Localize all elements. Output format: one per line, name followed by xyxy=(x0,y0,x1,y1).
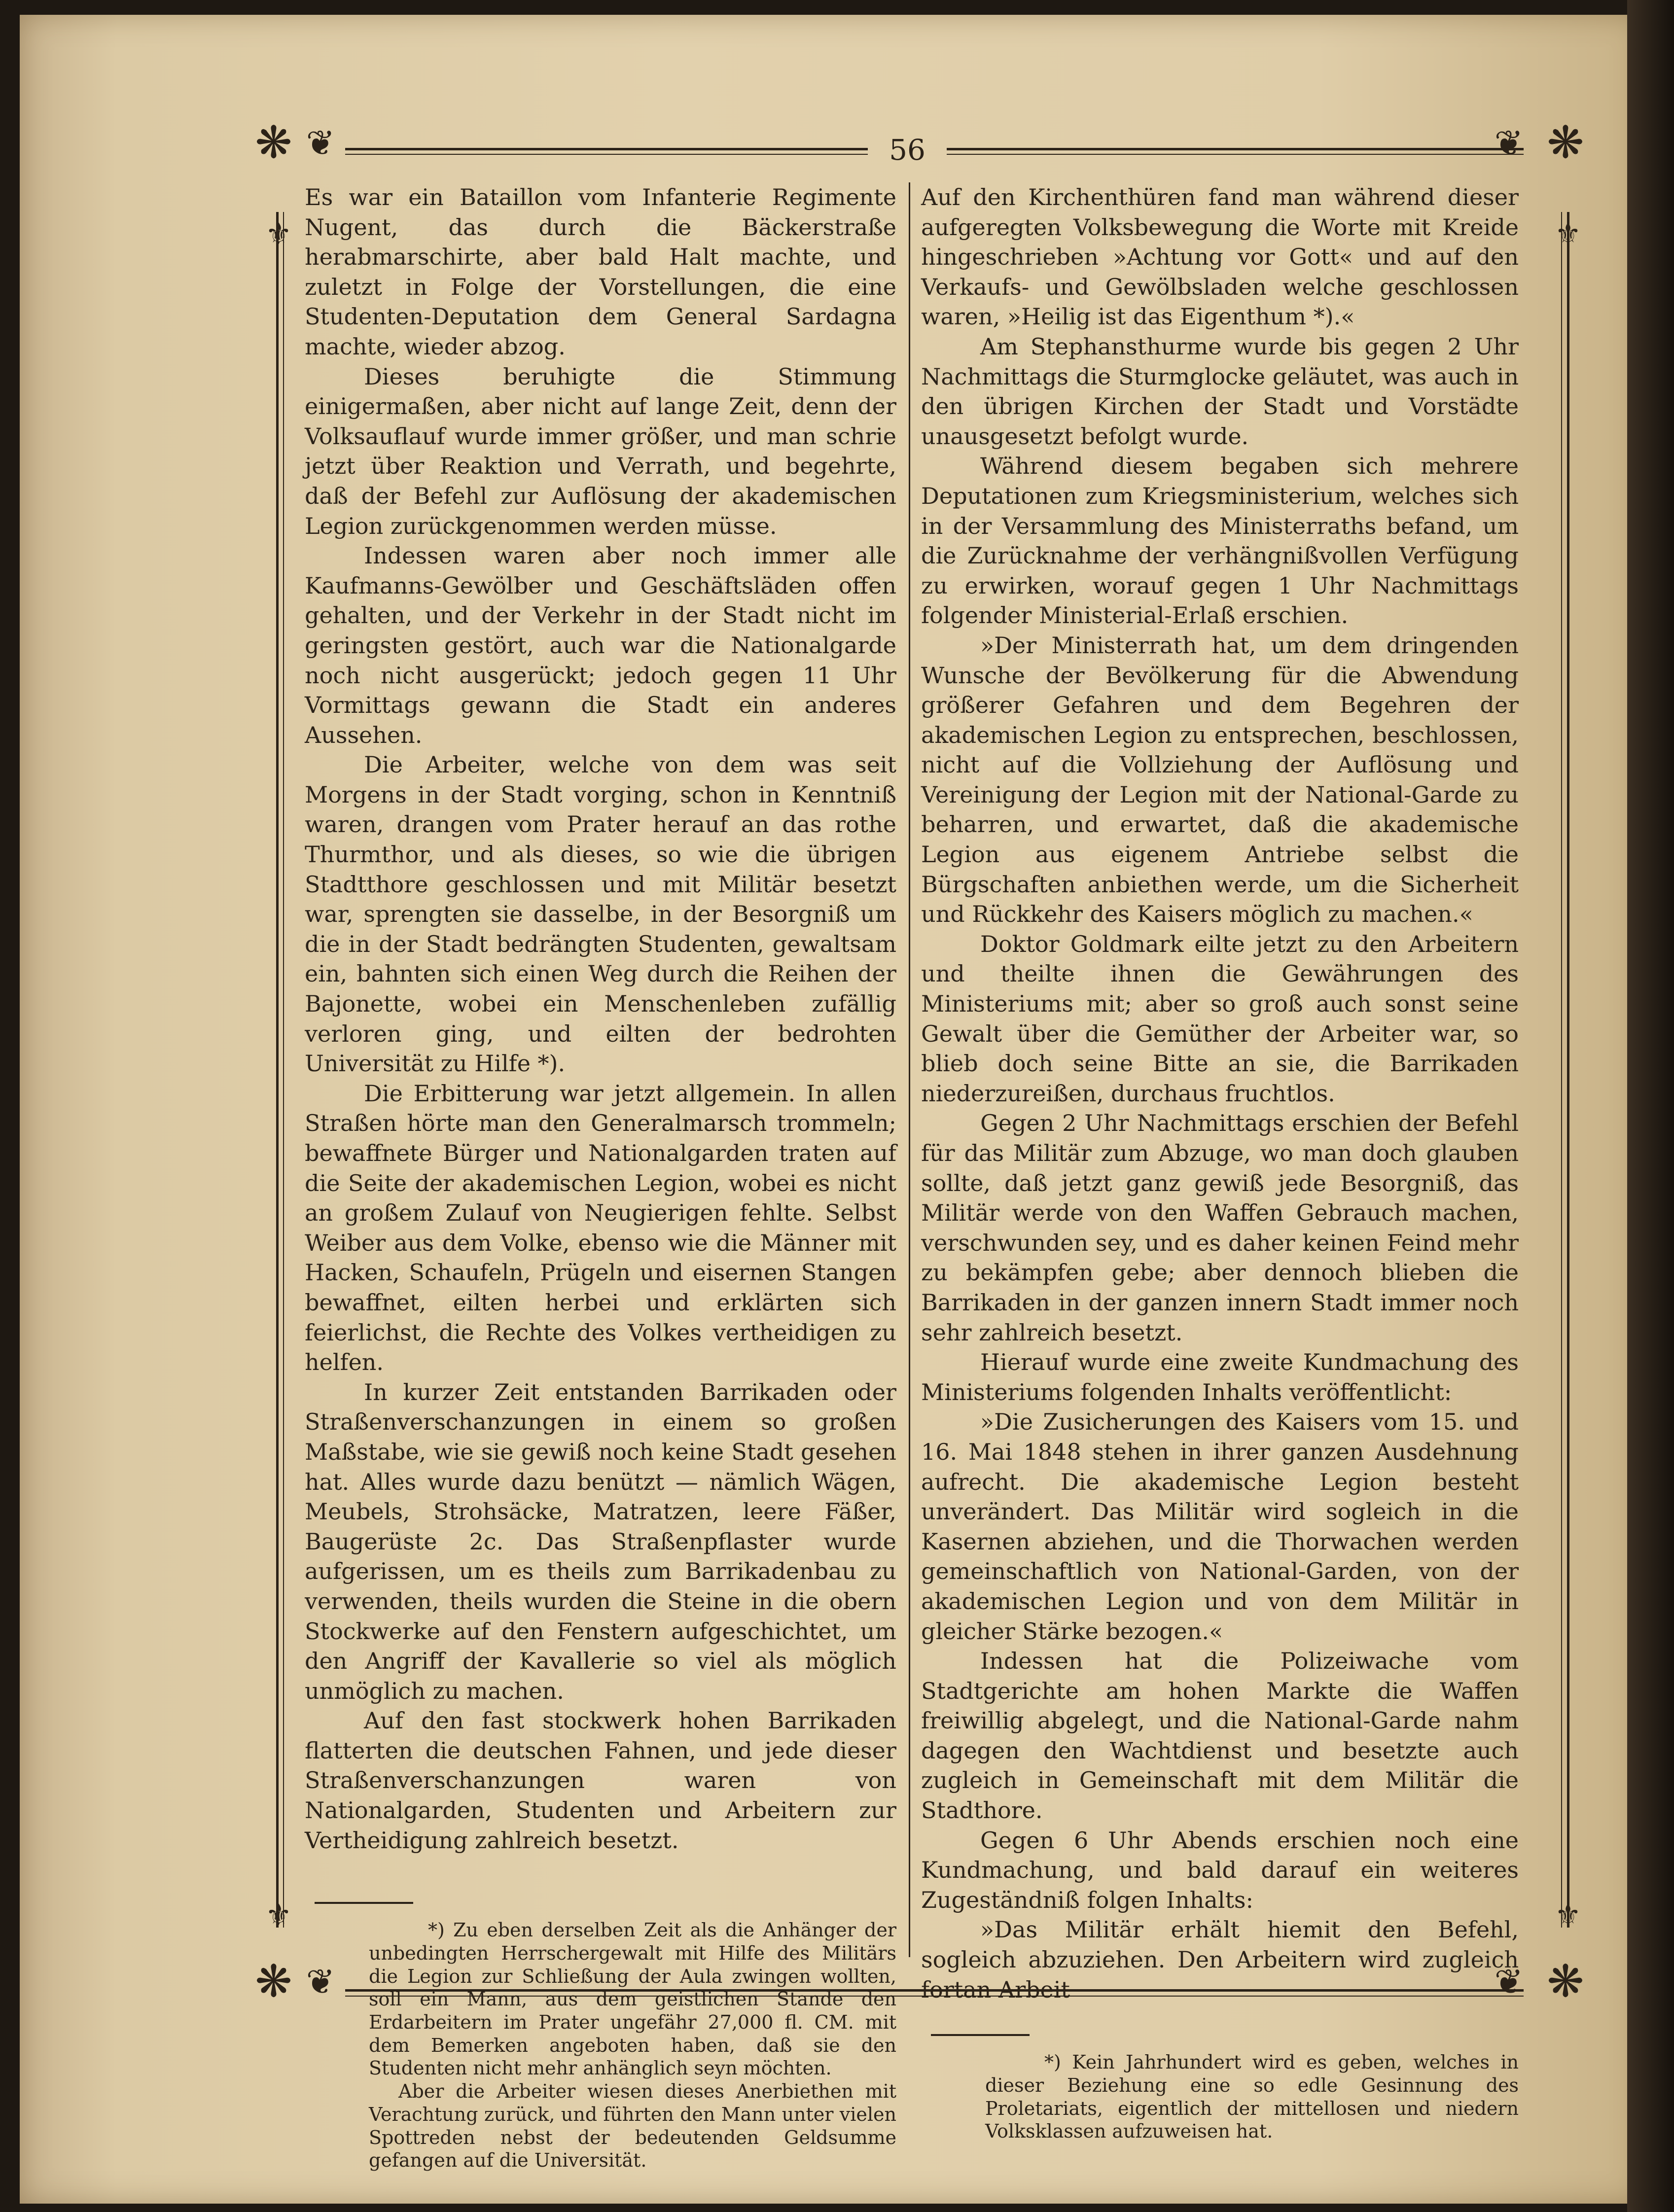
side-ornament-icon: ⚜ xyxy=(1555,217,1581,251)
paragraph: Die Erbitterung war jetzt allgemein. In allen Straßen hörte man den Generalmarsch trommeln; bewaffnete Bürger und Nationalgarden traten auf die Seite der akademischen Legion, wobei es nicht an großem Zulauf von Neugierigen fehlte. Selbst Weiber aus dem Volke, ebenso wie die Männer mit Hacken, Schaufeln, Prügeln und eisernen Stangen bewaffnet, eilten herbei und erklärten sich feierlichst, die Rechte des Volkes vertheidigen zu helfen. xyxy=(305,1080,896,1376)
frame-top-rule xyxy=(947,154,1524,155)
paragraph: Es war ein Bataillon vom Infanterie Regimente Nugent, das durch die Bäckerstraße herabmarschirte, aber bald Halt machte, und zuletzt in Folge der Vorstellungen, die eine Studenten-Deputation dem General Sardagna machte, wieder abzog. xyxy=(305,184,896,360)
paragraph: Am Stephansthurme wurde bis gegen 2 Uhr Nachmittags die Sturmglocke geläutet, was auch in den übrigen Kirchen der Stadt und Vorstädte unausgesetzt befolgt wurde. xyxy=(921,333,1519,450)
left-column xyxy=(305,182,896,2172)
paragraph: Auf den fast stockwerk hohen Barrikaden flatterten die deutschen Fahnen, und jede dieser Straßenverschanzungen waren von Nationalgarden, Studenten und Arbeitern zur Vertheidigung zahlreich besetzt. xyxy=(305,1707,896,1854)
paragraph: Während diesem begaben sich mehrere Deputationen zum Kriegsministerium, welches sich in der Versammlung des Ministerraths befand, um die Zurücknahme der verhängnißvollen Verfügung zu erwirken, worauf gegen 1 Uhr Nachmittags folgender Ministerial-Erlaß erschien. xyxy=(921,453,1519,629)
paragraph: »Das Militär erhält hiemit den Befehl, sogleich abzuziehen. Den Arbeitern wird zugleich fortan Arbeit xyxy=(921,1916,1519,2003)
frame-right-rule xyxy=(1567,212,1569,1928)
scroll-ornament-icon: ❦ xyxy=(306,1962,335,2002)
paragraph: Indessen hat die Polizeiwache vom Stadtgerichte am hohen Markte die Waffen freiwillig abgelegt, und die National-Garde nahm dagegen den Wachtdienst und besetzte auch zugleich in Gemeinschaft mit dem Militär die Stadthore. xyxy=(921,1648,1519,1824)
frame-right-rule xyxy=(1561,212,1562,1928)
paragraph: »Der Ministerrath hat, um dem dringenden Wunsche der Bevölkerung für die Abwendung größerer Gefahren und dem Begehren der akademischen Legion zu entsprechen, beschlossen, nicht auf die Vollziehung der Auflösung und Vereinigung der Legion mit der National-Garde zu beharren, und erwartet, daß die akademische Legion aus eigenem Antriebe selbst die Bürgschaften anbiethen werde, um die Sicherheit und Rückkehr des Kaisers möglich zu machen.« xyxy=(921,632,1519,928)
page-number: 56 xyxy=(889,133,926,167)
book-spine xyxy=(1627,0,1674,2212)
frame-top-rule xyxy=(947,148,1524,150)
scroll-ornament-icon: ❦ xyxy=(306,123,335,163)
paragraph: Indessen waren aber noch immer alle Kaufmanns-Gewölber und Geschäftsläden offen gehalten, und der Verkehr in der Stadt nicht im geringsten gestört, auch war die Nationalgarde noch nicht ausgerückt; jedoch gegen 11 Uhr Vormittags gewann die Stadt ein anderes Aussehen. xyxy=(305,542,896,748)
frame-left-rule xyxy=(276,212,279,1928)
corner-ornament-icon: ❋ xyxy=(1547,117,1584,169)
column-divider xyxy=(909,182,910,1957)
footnote: Aber die Arbeiter wiesen dieses Anerbiethen mit Verachtung zurück, und führten den Mann unter vielen Spottreden nebst der bedeutenden Geldsumme gefangen auf die Universität. xyxy=(369,2080,896,2172)
footnote-rule xyxy=(315,1902,413,1904)
corner-ornament-icon: ❋ xyxy=(255,117,292,169)
side-ornament-icon: ⚜ xyxy=(265,1898,292,1932)
footnote-rule xyxy=(931,2034,1030,2036)
paragraph: Doktor Goldmark eilte jetzt zu den Arbeitern und theilte ihnen die Gewährungen des Ministeriums mit; aber so groß auch sonst seine Gewalt über die Gemüther der Arbeiter war, so blieb doch seine Bitte an sie, die Barrikaden niederzureißen, durchaus fruchtlos. xyxy=(921,930,1519,1107)
paragraph: Die Arbeiter, welche von dem was seit Morgens in der Stadt vorging, schon in Kenntniß waren, drangen vom Prater herauf an das rothe Thurmthor, und als dieses, so wie die übrigen Stadtthore geschlossen und mit Militär besetzt war, sprengten sie dasselbe, in der Besorgniß um die in der Stadt bedrängten Studenten, gewaltsam ein, bahnten sich einen Weg durch die Reihen der Bajonette, wobei ein Menschenleben zufällig verloren ging, und eilten der bedrohten Universität zu Hilfe *). xyxy=(305,751,896,1077)
side-ornament-icon: ⚜ xyxy=(1555,1898,1581,1932)
paragraph: Gegen 2 Uhr Nachmittags erschien der Befehl für das Militär zum Abzuge, wo man doch glauben sollte, daß jetzt ganz gewiß jede Besorgniß, das Militär werde von den Waffen Gebrauch machen, verschwunden sey, und es daher keinen Feind mehr zu bekämpfen gebe; aber dennoch blieben die Barrikaden in der ganzen innern Stadt immer noch sehr zahlreich besetzt. xyxy=(921,1110,1519,1346)
right-column xyxy=(921,182,1519,2143)
paragraph: Dieses beruhigte die Stimmung einigermaßen, aber nicht auf lange Zeit, denn der Volksauflauf wurde immer größer, und man schrie jetzt über Reaktion und Verrath, und begehrte, daß der Befehl zur Auflösung der akademischen Legion zurückgenommen werden müsse. xyxy=(305,363,896,539)
footnote: *) Zu eben derselben Zeit als die Anhänger der unbedingten Herrschergewalt mit Hilfe des Militärs die Legion zur Schließung der Aula zwingen wollten, soll ein Mann, aus dem geistlichen Stande den Erdarbeitern im Prater ungefähr 27,000 fl. CM. mit dem Bemerken angeboten haben, daß sie den Studenten nicht mehr anhänglich seyn möchten. xyxy=(369,1919,896,2079)
paragraph: Gegen 6 Uhr Abends erschien noch eine Kundmachung, und bald darauf ein weiteres Zugeständniß folgen Inhalts: xyxy=(921,1826,1519,1913)
frame-top-rule xyxy=(345,154,868,155)
paragraph: Hierauf wurde eine zweite Kundmachung des Ministeriums folgenden Inhalts veröffentlicht: xyxy=(921,1349,1519,1405)
paragraph: In kurzer Zeit entstanden Barrikaden oder Straßenverschanzungen in einem so großen Maßstabe, wie sie gewiß noch keine Stadt gesehen hat. Alles wurde dazu benützt — nämlich Wägen, Meubels, Strohsäcke, Matratzen, leere Fäßer, Baugerüste 2c. Das Straßenpflaster wurde aufgerissen, um es theils zum Barrikadenbau zu verwenden, theils wurden die Steine in die obern Stockwerke auf den Fenstern aufgeschichtet, um den Angriff der Kavallerie so viel als möglich unmöglich zu machen. xyxy=(305,1378,896,1704)
paragraph: »Die Zusicherungen des Kaisers vom 15. und 16. Mai 1848 stehen in ihrer ganzen Ausdehnung aufrecht. Die akademische Legion besteht unverändert. Das Militär wird sogleich in die Kasernen abziehen, und die Thorwachen werden gemeinschaftlich von National-Garden, von der akademischen Legion und von dem Militär in gleicher Stärke bezogen.« xyxy=(921,1408,1519,1645)
scroll-ornament-icon: ❦ xyxy=(1494,1962,1524,2002)
corner-ornament-icon: ❋ xyxy=(255,1956,292,2007)
scroll-ornament-icon: ❦ xyxy=(1494,123,1524,163)
corner-ornament-icon: ❋ xyxy=(1547,1956,1584,2007)
frame-left-rule xyxy=(283,212,284,1928)
side-ornament-icon: ⚜ xyxy=(265,217,292,251)
footnote: *) Kein Jahrhundert wird es geben, welches in dieser Beziehung eine so edle Gesinnung des Proletariats, eigentlich der mittellosen und niedern Volksklassen aufzuweisen hat. xyxy=(985,2051,1519,2142)
frame-top-rule xyxy=(345,148,868,150)
paragraph: Auf den Kirchenthüren fand man während dieser aufgeregten Volksbewegung die Worte mit Kreide hingeschrieben »Achtung vor Gott« und auf den Verkaufs- und Gewölbsladen welche geschlossen waren, »Heilig ist das Eigenthum *).« xyxy=(921,184,1519,330)
